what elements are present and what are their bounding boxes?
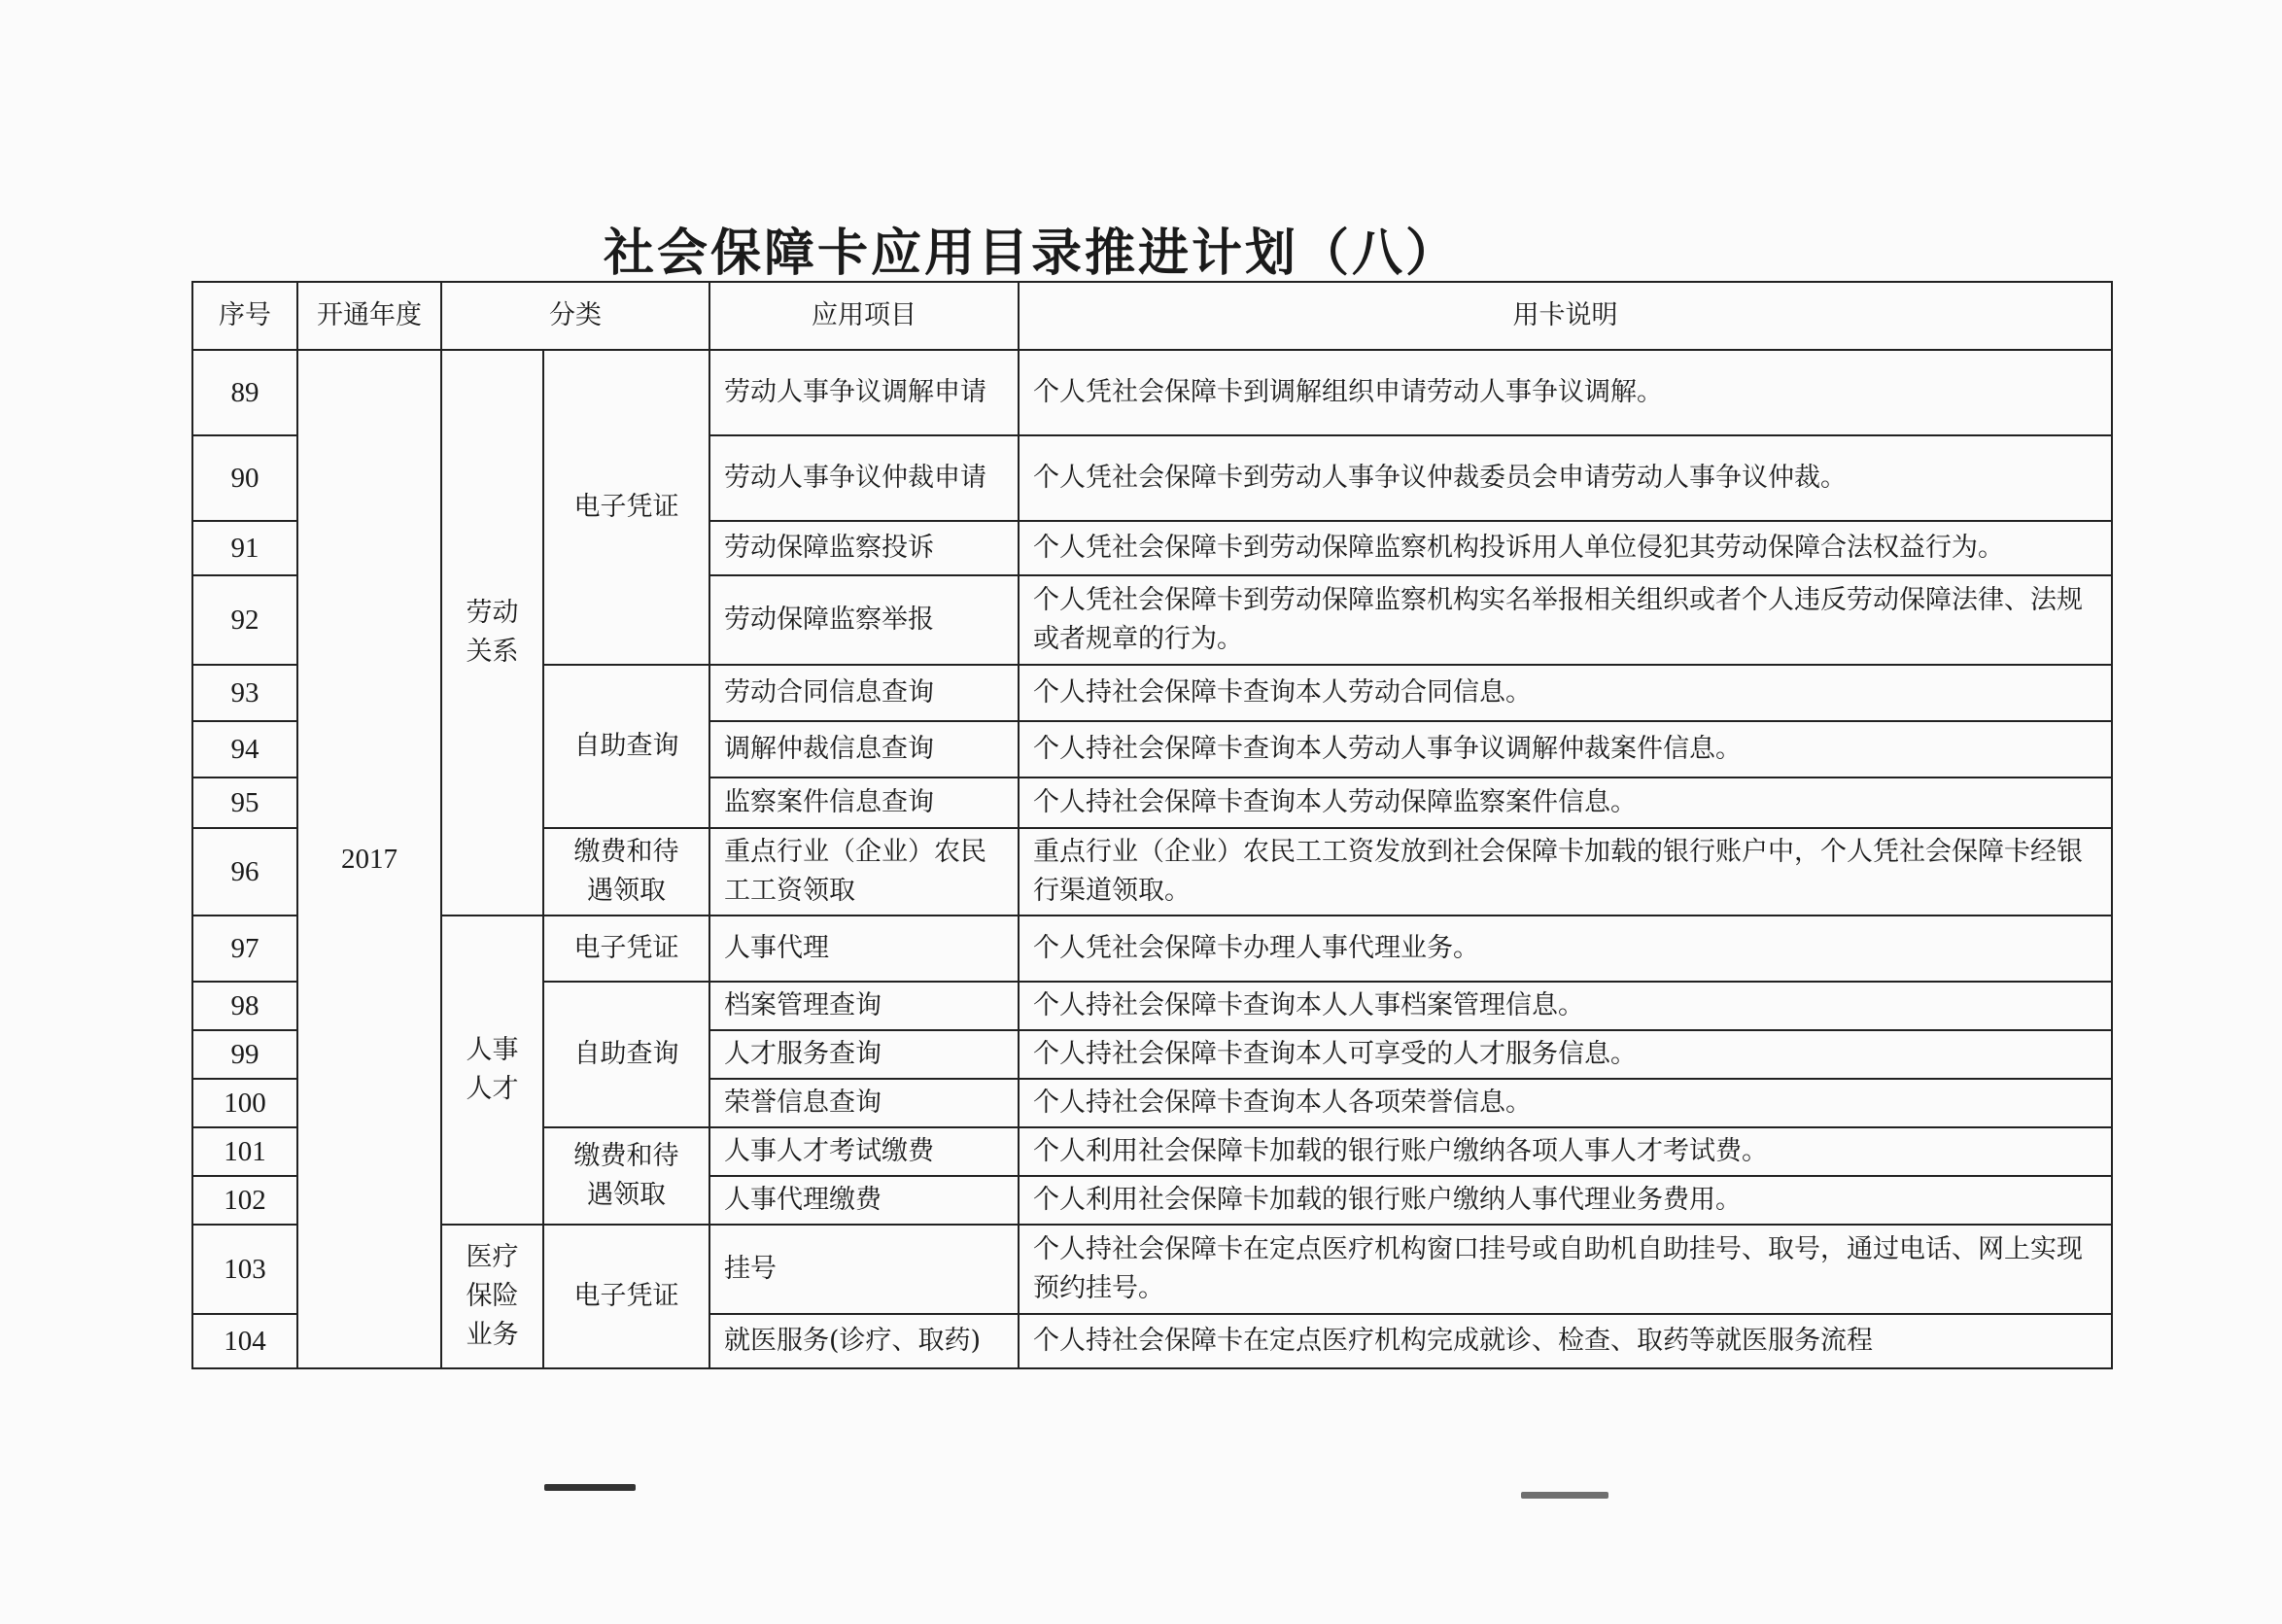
item-cell: 监察案件信息查询 xyxy=(709,777,1019,828)
subcategory-electronic-voucher: 电子凭证 xyxy=(543,916,709,982)
item-cell: 重点行业（企业）农民工工资领取 xyxy=(709,828,1019,916)
description-cell: 个人持社会保障卡在定点医疗机构完成就诊、检查、取药等就医服务流程 xyxy=(1019,1314,2112,1368)
item-cell: 劳动人事争议调解申请 xyxy=(709,350,1019,435)
row-number: 99 xyxy=(192,1030,297,1079)
row-number: 100 xyxy=(192,1079,297,1127)
subcategory-electronic-voucher: 电子凭证 xyxy=(543,1225,709,1368)
category-hr: 人事人才 xyxy=(441,916,543,1225)
row-number: 98 xyxy=(192,982,297,1030)
description-cell: 个人持社会保障卡查询本人各项荣誉信息。 xyxy=(1019,1079,2112,1127)
table-row xyxy=(192,916,2112,982)
description-cell: 重点行业（企业）农民工工资发放到社会保障卡加载的银行账户中，个人凭社会保障卡经银行渠道领取。 xyxy=(1019,828,2112,916)
application-table xyxy=(191,281,2113,1369)
item-cell: 人事人才考试缴费 xyxy=(709,1127,1019,1176)
row-number: 104 xyxy=(192,1314,297,1368)
row-number: 101 xyxy=(192,1127,297,1176)
row-number: 102 xyxy=(192,1176,297,1225)
subcategory-payment: 缴费和待遇领取 xyxy=(543,828,709,916)
row-number: 90 xyxy=(192,435,297,521)
item-cell: 荣誉信息查询 xyxy=(709,1079,1019,1127)
item-cell: 人才服务查询 xyxy=(709,1030,1019,1079)
category-labor: 劳动关系 xyxy=(441,350,543,916)
scan-mark xyxy=(544,1484,636,1491)
subcategory-self-query: 自助查询 xyxy=(543,982,709,1127)
description-cell: 个人持社会保障卡查询本人劳动人事争议调解仲裁案件信息。 xyxy=(1019,721,2112,777)
header-item: 应用项目 xyxy=(709,282,1019,350)
item-cell: 人事代理 xyxy=(709,916,1019,982)
item-cell: 调解仲裁信息查询 xyxy=(709,721,1019,777)
page-title: 社会保障卡应用目录推进计划（八） xyxy=(603,224,1459,283)
row-number: 97 xyxy=(192,916,297,982)
description-cell: 个人持社会保障卡查询本人劳动合同信息。 xyxy=(1019,665,2112,721)
header-no: 序号 xyxy=(192,282,297,350)
header-row xyxy=(192,282,2112,350)
header-year: 开通年度 xyxy=(297,282,441,350)
row-number: 95 xyxy=(192,777,297,828)
table-row xyxy=(192,350,2112,435)
row-number: 96 xyxy=(192,828,297,916)
header-category: 分类 xyxy=(441,282,709,350)
item-cell: 就医服务(诊疗、取药) xyxy=(709,1314,1019,1368)
year-cell: 2017 xyxy=(297,350,441,1368)
description-cell: 个人持社会保障卡查询本人可享受的人才服务信息。 xyxy=(1019,1030,2112,1079)
description-cell: 个人凭社会保障卡办理人事代理业务。 xyxy=(1019,916,2112,982)
description-cell: 个人凭社会保障卡到劳动保障监察机构实名举报相关组织或者个人违反劳动保障法律、法规或者规章的行为。 xyxy=(1019,575,2112,665)
item-cell: 劳动保障监察投诉 xyxy=(709,521,1019,575)
category-medical: 医疗保险业务 xyxy=(441,1225,543,1368)
description-cell: 个人凭社会保障卡到调解组织申请劳动人事争议调解。 xyxy=(1019,350,2112,435)
subcategory-electronic-voucher: 电子凭证 xyxy=(543,350,709,665)
description-cell: 个人凭社会保障卡到劳动人事争议仲裁委员会申请劳动人事争议仲裁。 xyxy=(1019,435,2112,521)
row-number: 91 xyxy=(192,521,297,575)
row-number: 89 xyxy=(192,350,297,435)
table-row xyxy=(192,1225,2112,1314)
description-cell: 个人利用社会保障卡加载的银行账户缴纳各项人事人才考试费。 xyxy=(1019,1127,2112,1176)
row-number: 92 xyxy=(192,575,297,665)
description-cell: 个人持社会保障卡在定点医疗机构窗口挂号或自助机自助挂号、取号，通过电话、网上实现预约挂号。 xyxy=(1019,1225,2112,1314)
description-cell: 个人凭社会保障卡到劳动保障监察机构投诉用人单位侵犯其劳动保障合法权益行为。 xyxy=(1019,521,2112,575)
scan-mark xyxy=(1521,1492,1608,1499)
description-cell: 个人持社会保障卡查询本人劳动保障监察案件信息。 xyxy=(1019,777,2112,828)
subcategory-payment: 缴费和待遇领取 xyxy=(543,1127,709,1225)
row-number: 93 xyxy=(192,665,297,721)
description-cell: 个人利用社会保障卡加载的银行账户缴纳人事代理业务费用。 xyxy=(1019,1176,2112,1225)
item-cell: 人事代理缴费 xyxy=(709,1176,1019,1225)
item-cell: 档案管理查询 xyxy=(709,982,1019,1030)
item-cell: 挂号 xyxy=(709,1225,1019,1314)
item-cell: 劳动合同信息查询 xyxy=(709,665,1019,721)
header-description: 用卡说明 xyxy=(1019,282,2112,350)
row-number: 103 xyxy=(192,1225,297,1314)
item-cell: 劳动保障监察举报 xyxy=(709,575,1019,665)
description-cell: 个人持社会保障卡查询本人人事档案管理信息。 xyxy=(1019,982,2112,1030)
item-cell: 劳动人事争议仲裁申请 xyxy=(709,435,1019,521)
row-number: 94 xyxy=(192,721,297,777)
subcategory-self-query: 自助查询 xyxy=(543,665,709,828)
